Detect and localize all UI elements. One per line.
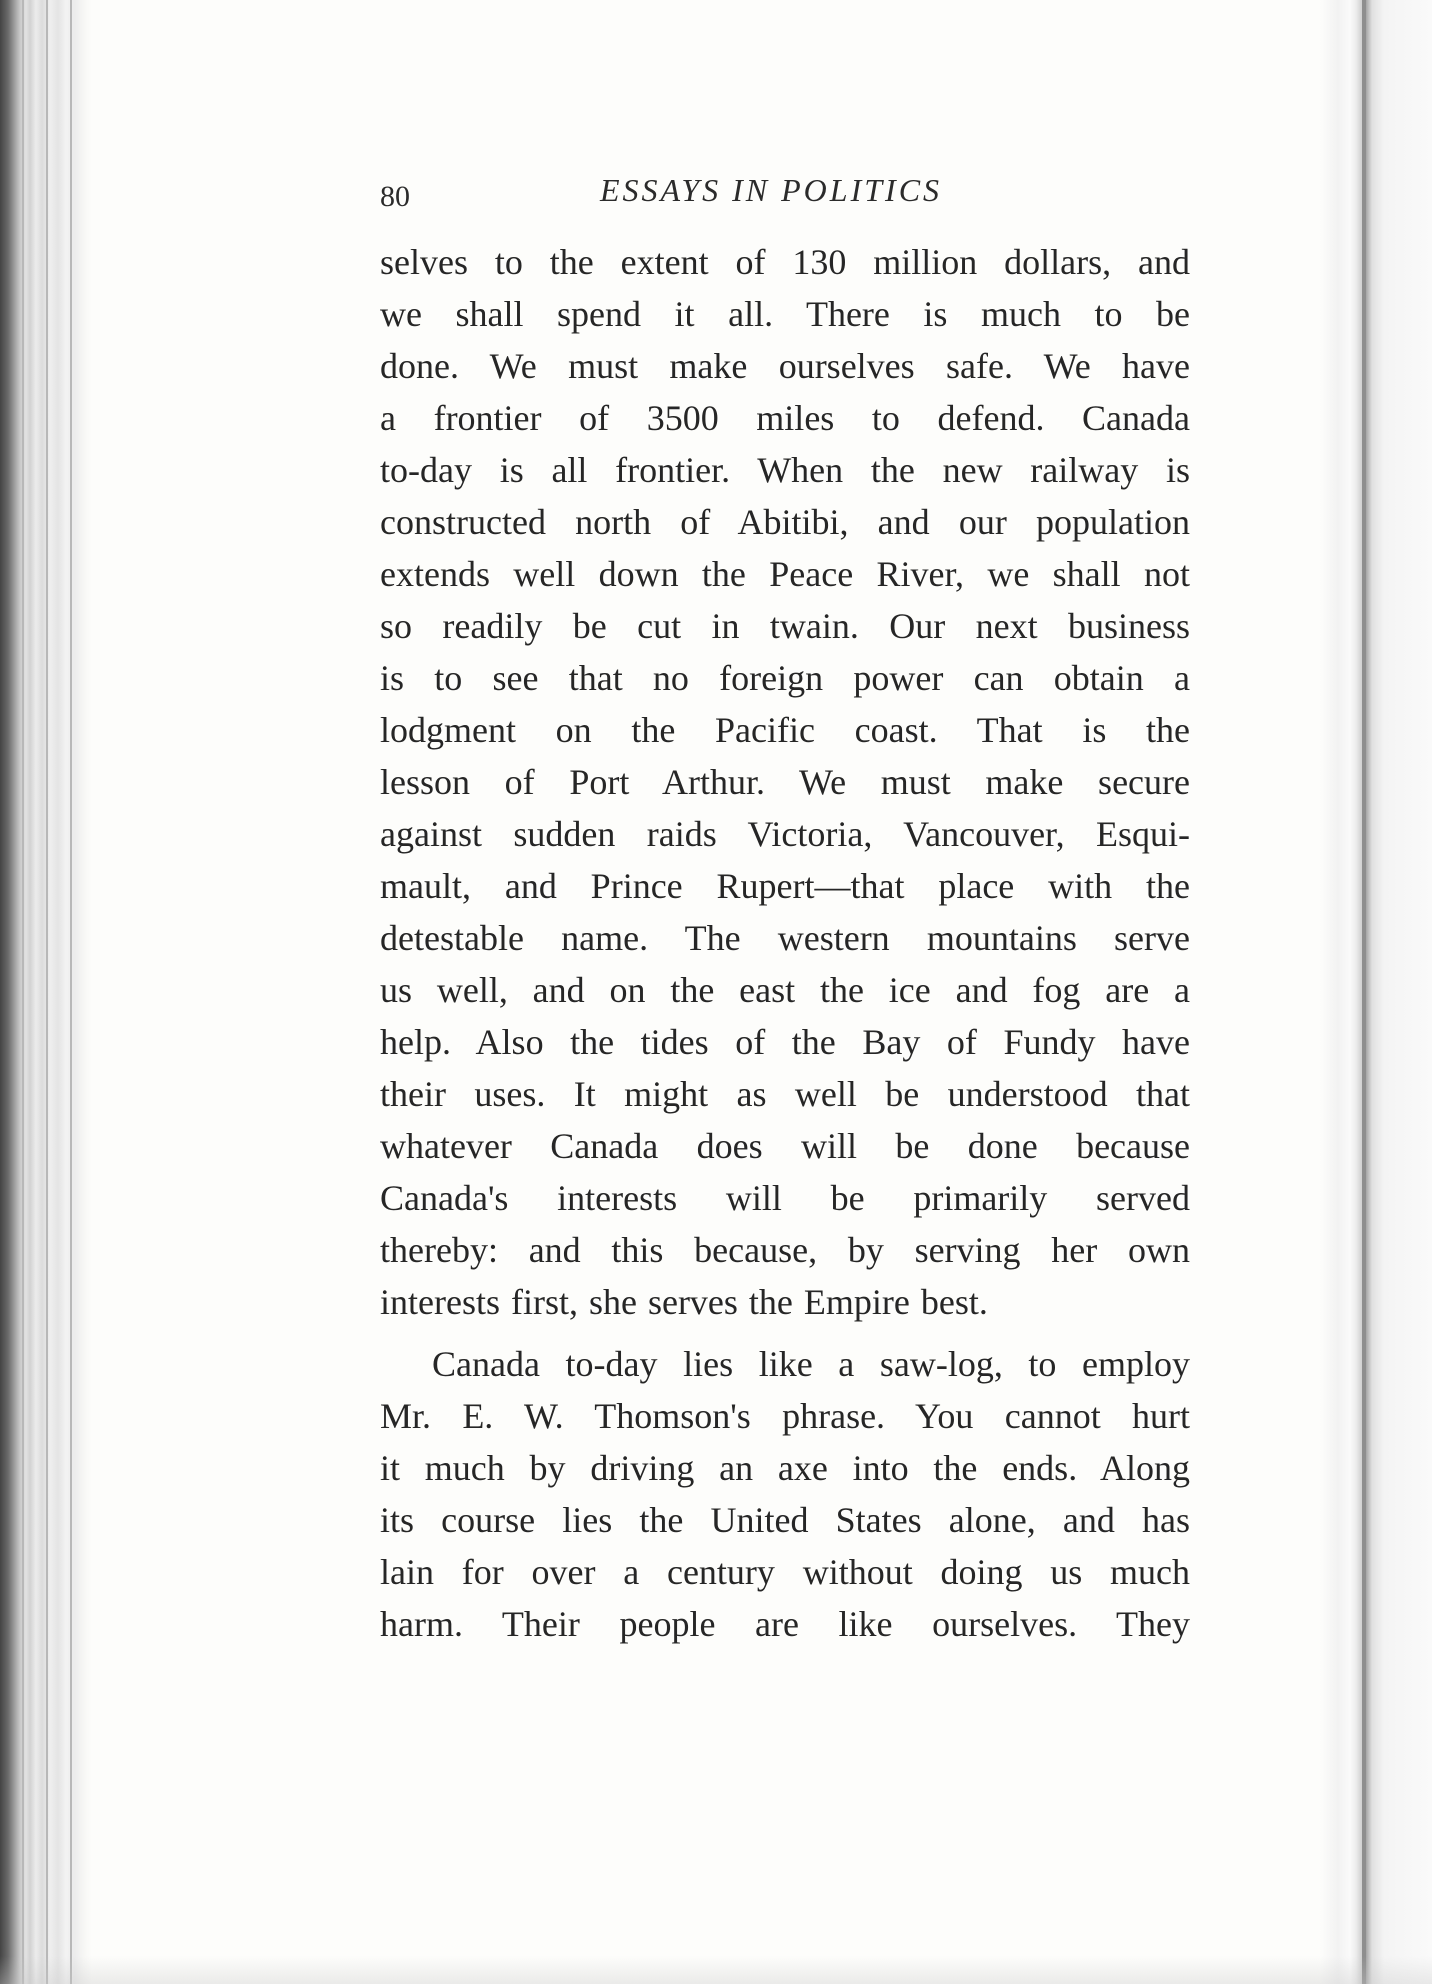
text-line: it much by driving an axe into the ends. Along	[380, 1448, 1190, 1488]
text-line: thereby: and this because, by serving her own	[380, 1230, 1190, 1270]
text-line: against sudden raids Victoria, Vancouver, Esqui-	[380, 814, 1190, 854]
text-line: extends well down the Peace River, we shall not	[380, 554, 1190, 594]
text-line: mault, and Prince Rupert—that place with the	[380, 866, 1190, 906]
page-header	[380, 172, 1190, 222]
text-line: done. We must make ourselves safe. We have	[380, 346, 1190, 386]
text-line: help. Also the tides of the Bay of Fundy have	[380, 1022, 1190, 1062]
spine-line	[46, 0, 48, 1984]
text-line: its course lies the United States alone, and has	[380, 1500, 1190, 1540]
text-line: Canada's interests will be primarily served	[380, 1178, 1190, 1218]
right-page-rule	[1362, 0, 1366, 1984]
text-line: lesson of Port Arthur. We must make secure	[380, 762, 1190, 802]
page-number: 80	[380, 180, 410, 213]
text-line: we shall spend it all. There is much to be	[380, 294, 1190, 334]
text-line: to-day is all frontier. When the new railway is	[380, 450, 1190, 490]
text-line: Mr. E. W. Thomson's phrase. You cannot hurt	[380, 1396, 1190, 1436]
running-head: ESSAYS IN POLITICS	[600, 172, 943, 208]
text-line: harm. Their people are like ourselves. They	[380, 1604, 1190, 1644]
text-line-paragraph-start: Canada to-day lies like a saw-log, to employ	[432, 1344, 1190, 1384]
text-line: so readily be cut in twain. Our next business	[380, 606, 1190, 646]
text-line: detestable name. The western mountains serve	[380, 918, 1190, 958]
spine-line	[22, 0, 24, 1984]
body-text	[380, 236, 1190, 1650]
text-line: a frontier of 3500 miles to defend. Canada	[380, 398, 1190, 438]
text-line: lodgment on the Pacific coast. That is the	[380, 710, 1190, 750]
text-line: constructed north of Abitibi, and our population	[380, 502, 1190, 542]
bottom-page-shade	[0, 1956, 1432, 1984]
right-page-edge	[1320, 0, 1432, 1984]
text-line-paragraph-end: interests first, she serves the Empire best.	[380, 1282, 988, 1322]
text-line: whatever Canada does will be done because	[380, 1126, 1190, 1166]
text-line: selves to the extent of 130 million dollars, and	[380, 242, 1190, 282]
text-line: is to see that no foreign power can obtain a	[380, 658, 1190, 698]
text-line: their uses. It might as well be understood that	[380, 1074, 1190, 1114]
spine-line	[70, 0, 72, 1984]
text-line: lain for over a century without doing us much	[380, 1552, 1190, 1592]
text-line: us well, and on the east the ice and fog are a	[380, 970, 1190, 1010]
